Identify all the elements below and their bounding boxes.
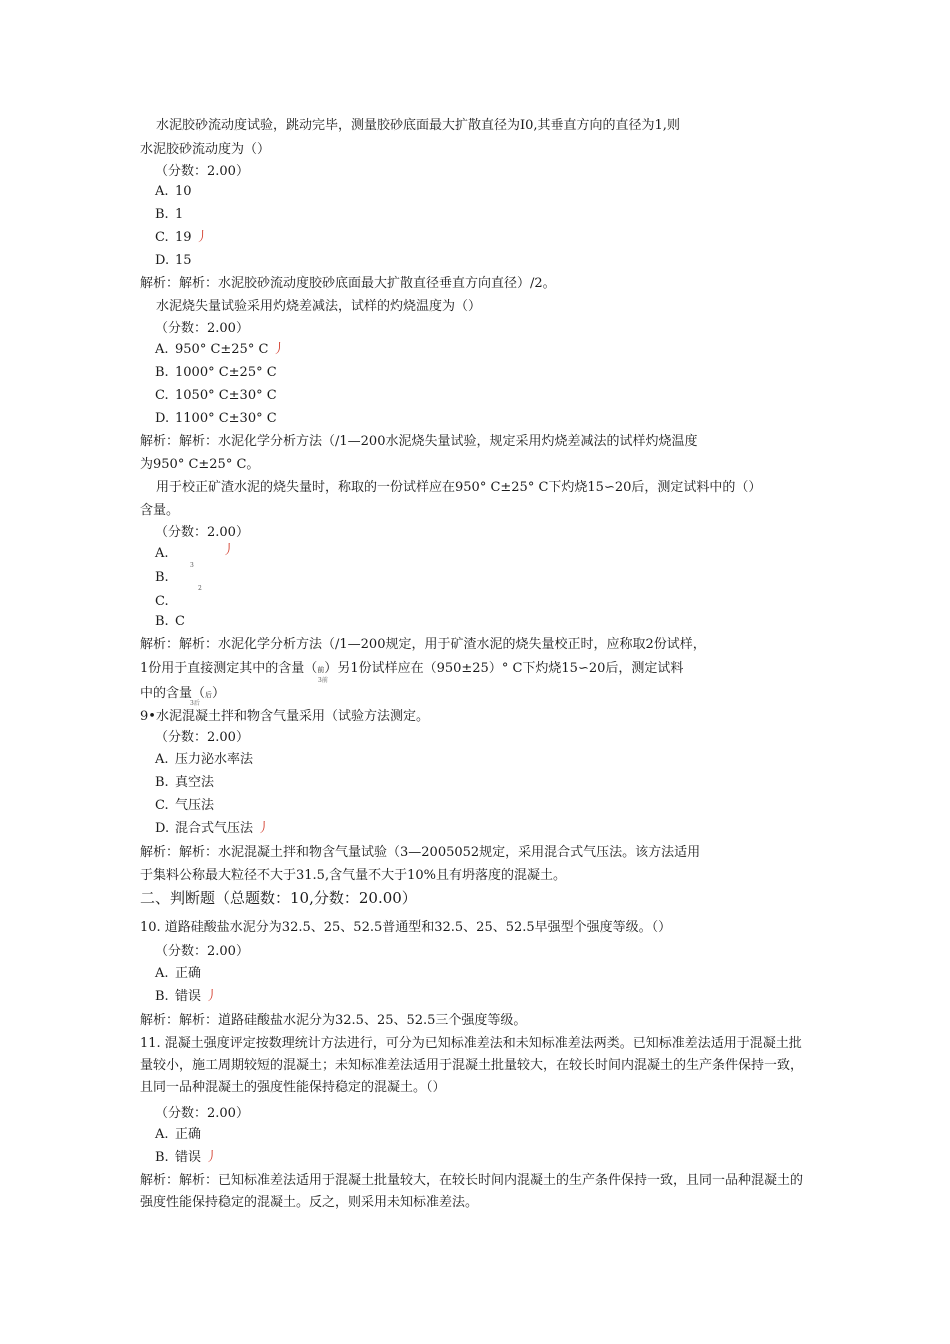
- option-d[interactable]: D. 15: [155, 253, 192, 268]
- analysis-cont: 为950° C±25° C。: [140, 457, 260, 472]
- option-a[interactable]: A. 10: [155, 184, 192, 199]
- question-score: （分数：2.00）: [155, 944, 249, 959]
- option-b[interactable]: B. 错误 丿: [155, 989, 219, 1004]
- option-b[interactable]: B. 1000° C±25° C: [155, 365, 277, 380]
- question-stem-cont: 含量。: [140, 503, 180, 518]
- option-a[interactable]: A. 压力泌水率法: [155, 752, 254, 767]
- answer-check-mark: 丿: [222, 543, 236, 558]
- option-a[interactable]: A. 950° C±25° C 丿: [155, 342, 286, 357]
- option-b[interactable]: B. 错误 丿: [155, 1150, 219, 1165]
- analysis-cont: 中的含量（后）: [140, 686, 226, 701]
- answer-check-mark: 丿: [272, 342, 286, 357]
- analysis: 解析：解析：水泥化学分析方法（/1—200规定，用于矿渣水泥的烧失量校正时，应称取2份试样，: [140, 637, 706, 652]
- option-b[interactable]: B. 真空法: [155, 775, 215, 790]
- analysis: 解析：解析：道路硅酸盐水泥分为32.5、25、52.5三个强度等级。: [140, 1013, 527, 1028]
- question-stem: 水泥烧失量试验采用灼烧差减法，试样的灼烧温度为（）: [156, 299, 482, 314]
- option-c[interactable]: C. 19 丿: [155, 230, 209, 245]
- question-score: （分数：2.00）: [155, 1106, 249, 1121]
- option-a[interactable]: A. 正确: [155, 966, 202, 981]
- question-stem: 9•水泥混凝土拌和物含气量采用（试验方法测定。: [140, 709, 429, 724]
- answer-check-mark: 丿: [195, 230, 209, 245]
- option-d[interactable]: D. 1100° C±30° C: [155, 411, 277, 426]
- question-stem: 水泥胶砂流动度试验，跳动完毕，测量胶砂底面最大扩散直径为I0,其垂直方向的直径为1,则: [156, 118, 680, 133]
- analysis: 解析：解析：水泥混凝土拌和物含气量试验（3—2005052规定，采用混合式气压法。该方法适用: [140, 845, 701, 860]
- question-stem: 10. 道路硅酸盐水泥分为32.5、25、52.5普通型和32.5、25、52.5早强型个强度等级。（）: [140, 920, 672, 935]
- section-heading: 二、判断题（总题数：10,分数：20.00）: [140, 889, 417, 907]
- option-a[interactable]: A. 正确: [155, 1127, 202, 1142]
- subscript: 2: [198, 585, 202, 592]
- analysis-cont: 1份用于直接测定其中的含量（前）另1份试样应在（950±25）° C下灼烧15∽20后，测定试料: [140, 661, 684, 676]
- question-stem: 用于校正矿渣水泥的烧失量时，称取的一份试样应在950° C±25° C下灼烧15∽20后，测定试料中的（）: [156, 480, 762, 495]
- subscript: 3后: [190, 700, 200, 707]
- question-score: （分数：2.00）: [155, 525, 249, 540]
- option-d[interactable]: B. C: [155, 614, 185, 629]
- analysis: 解析：解析：已知标准差法适用于混凝土批量较大，在较长时间内混凝土的生产条件保持一致，且同一品种混凝土的强度性能保持稳定的混凝土。反之，则采用未知标准差法。: [140, 1173, 804, 1210]
- option-b[interactable]: B.: [155, 570, 169, 585]
- analysis-cont: 于集料公称最大粒径不大于31.5,含气量不大于10%且有坍落度的混凝土。: [140, 868, 566, 883]
- question-stem-cont: 水泥胶砂流动度为（）: [140, 142, 271, 157]
- answer-check-mark: 丿: [257, 821, 271, 836]
- subscript: 3前: [318, 677, 328, 684]
- analysis: 解析：解析：水泥化学分析方法（/1—200水泥烧失量试验，规定采用灼烧差减法的试样灼烧温度: [140, 434, 698, 449]
- question-score: （分数：2.00）: [155, 321, 249, 336]
- subscript: 3: [190, 562, 194, 569]
- option-a[interactable]: A.: [155, 546, 169, 561]
- answer-check-mark: 丿: [205, 989, 219, 1004]
- option-d[interactable]: D. 混合式气压法 丿: [155, 821, 271, 836]
- analysis: 解析：解析：水泥胶砂流动度胶砂底面最大扩散直径垂直方向直径）/2。: [140, 276, 556, 291]
- question-stem: 11. 混凝土强度评定按数理统计方法进行，可分为已知标准差法和未知标准差法两类。已知标准差法适用于混凝土批量较小，施工周期较短的混凝土；未知标准差法适用于混凝土批量较大，在较长时间内混凝土的生产条件保持一致，且同一品种混凝土的强度性能保持稳定的混凝土。（）: [140, 1036, 804, 1095]
- question-score: （分数：2.00）: [155, 730, 249, 745]
- option-c[interactable]: C. 气压法: [155, 798, 215, 813]
- question-score: （分数：2.00）: [155, 164, 249, 179]
- option-c[interactable]: C.: [155, 594, 169, 609]
- option-b[interactable]: B. 1: [155, 207, 184, 222]
- option-c[interactable]: C. 1050° C±30° C: [155, 388, 277, 403]
- answer-check-mark: 丿: [205, 1150, 219, 1165]
